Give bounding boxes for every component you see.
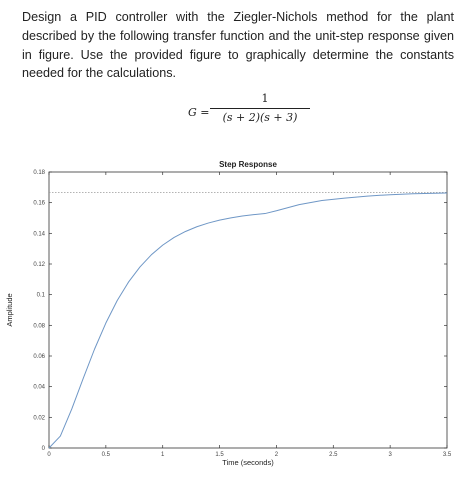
x-tick-label: 3.5 (442, 452, 452, 458)
x-tick-label: 2 (274, 452, 279, 458)
y-tick-label: 0 (41, 446, 45, 452)
x-tick-label: 0 (47, 452, 51, 458)
y-tick-label: 0.04 (33, 384, 45, 391)
transfer-function (178, 92, 328, 136)
chart-title: Step Response (219, 160, 277, 169)
problem-statement: Design a PID controller with the Ziegler-Nichols method for the plant described by the following transfer function and the unit-step response given in figure. Use the provided figure to graphically determine the constants needed for the calculations. (22, 10, 454, 81)
y-axis-label: Amplitude (5, 293, 14, 327)
step-response-chart (0, 150, 474, 472)
x-tick-label: 0.5 (101, 452, 111, 458)
y-tick-label: 0.08 (33, 323, 45, 330)
transfer-function-numerator: 1 (261, 92, 269, 105)
y-tick-label: 0.14 (33, 231, 45, 238)
y-tick-label: 0.16 (33, 200, 45, 207)
y-tick-label: 0.02 (33, 415, 45, 422)
y-tick-label: 0.18 (33, 170, 45, 176)
x-tick-label: 1 (161, 452, 165, 458)
x-tick-label: 1.5 (215, 452, 224, 458)
transfer-function-denominator: (s + 2)(s + 3) (222, 111, 298, 124)
x-tick-label: 3 (388, 452, 392, 458)
y-tick-label: 0.1 (36, 292, 45, 299)
y-tick-label: 0.12 (33, 262, 45, 268)
x-tick-label: 2.5 (329, 452, 338, 458)
fraction-bar (210, 108, 310, 109)
y-tick-label: 0.06 (33, 354, 45, 360)
x-axis-label: Time (seconds) (222, 458, 274, 467)
transfer-function-lhs: G = (188, 106, 210, 119)
plot-area (49, 172, 447, 448)
